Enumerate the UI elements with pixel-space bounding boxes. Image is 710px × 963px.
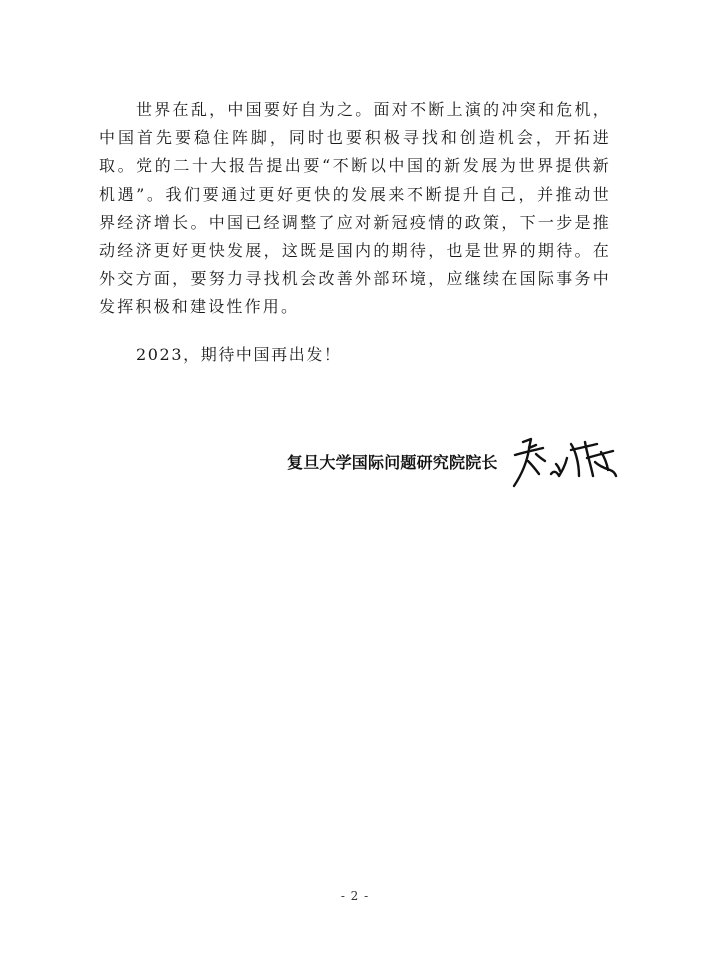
author-affiliation: 复旦大学国际问题研究院院长: [287, 453, 498, 472]
page-number: - 2 -: [340, 889, 370, 903]
handwritten-signature: [509, 428, 619, 494]
closing-line: 2023，期待中国再出发！: [136, 345, 342, 364]
body-text: [99, 96, 611, 322]
main-paragraph: 世界在乱，中国要好自为之。面对不断上演的冲突和危机，中国首先要稳住阵脚，同时也要积极寻找和创造机会，开拓进取。党的二十大报告提出要“不断以中国的新发展为世界提供新机遇”。我们要通过更好更快的发展来不断提升自己，并推动世界经济增长。中国已经调整了应对新冠疫情的政策，下一步是推动经济更好更快发展，这既是国内的期待，也是世界的期待。在外交方面，要努力寻找机会改善外部环境，应继续在国际事务中发挥积极和建设性作用。: [99, 100, 611, 317]
signature-block: [287, 428, 627, 498]
